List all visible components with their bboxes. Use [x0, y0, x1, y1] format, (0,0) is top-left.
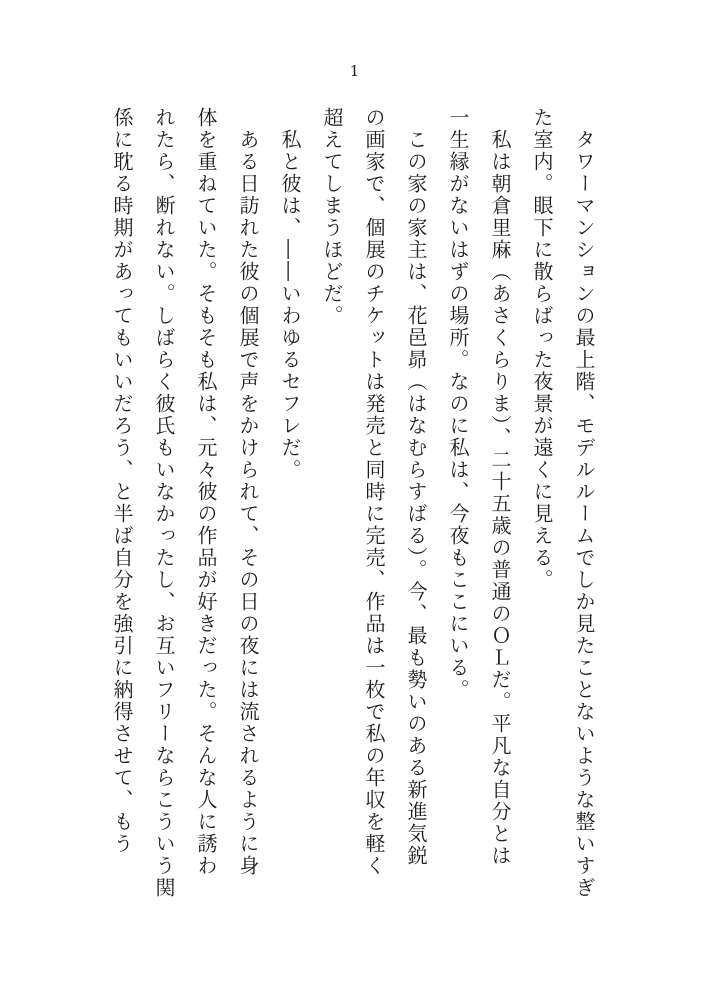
text-line: の画家で、個展のチケットは発売と同時に完売、作品は一枚で私の年収を軽く — [362, 107, 386, 877]
text-line: 一生縁がないはずの場所。なのに私は、今夜もここにいる。 — [446, 107, 470, 701]
paragraph — [101, 107, 269, 907]
text-line: 超えてしまうほどだ。 — [320, 107, 344, 327]
text-line: た室内。眼下に散らばった夜景が遠くに見える。 — [530, 107, 554, 591]
text-line: 私と彼は、――いわゆるセフレだ。 — [278, 129, 302, 481]
paragraph — [269, 107, 311, 907]
text-line: 係に耽る時期があってもいいだろう、と半ば自分を強引に納得させて、もう — [110, 107, 134, 855]
paragraph — [311, 107, 437, 907]
text-line: 体を重ねていた。そもそも私は、元々彼の作品が好きだった。そんな人に誘わ — [194, 107, 218, 877]
page-number: 1 — [349, 62, 360, 80]
text-line: この家の家主は、花邑昴（はなむらすばる）。今、最も勢いのある新進気鋭 — [404, 129, 428, 867]
paragraph — [437, 107, 521, 907]
text-line: れたら、断れない。しばらく彼氏もいなかったし、お互いフリーならこういう関 — [152, 107, 176, 899]
text-line: ある日訪れた彼の個展で声をかけられて、その日の夜には流されるように身 — [236, 129, 260, 877]
body-text — [101, 107, 605, 907]
text-line: タワーマンションの最上階、モデルルームでしか見たことないような整いすぎ — [572, 129, 596, 899]
text-line: 私は朝倉里麻（あさくらりま）、二十五歳の普通のＯＬだ。平凡な自分とは — [488, 129, 512, 867]
paragraph — [521, 107, 605, 907]
